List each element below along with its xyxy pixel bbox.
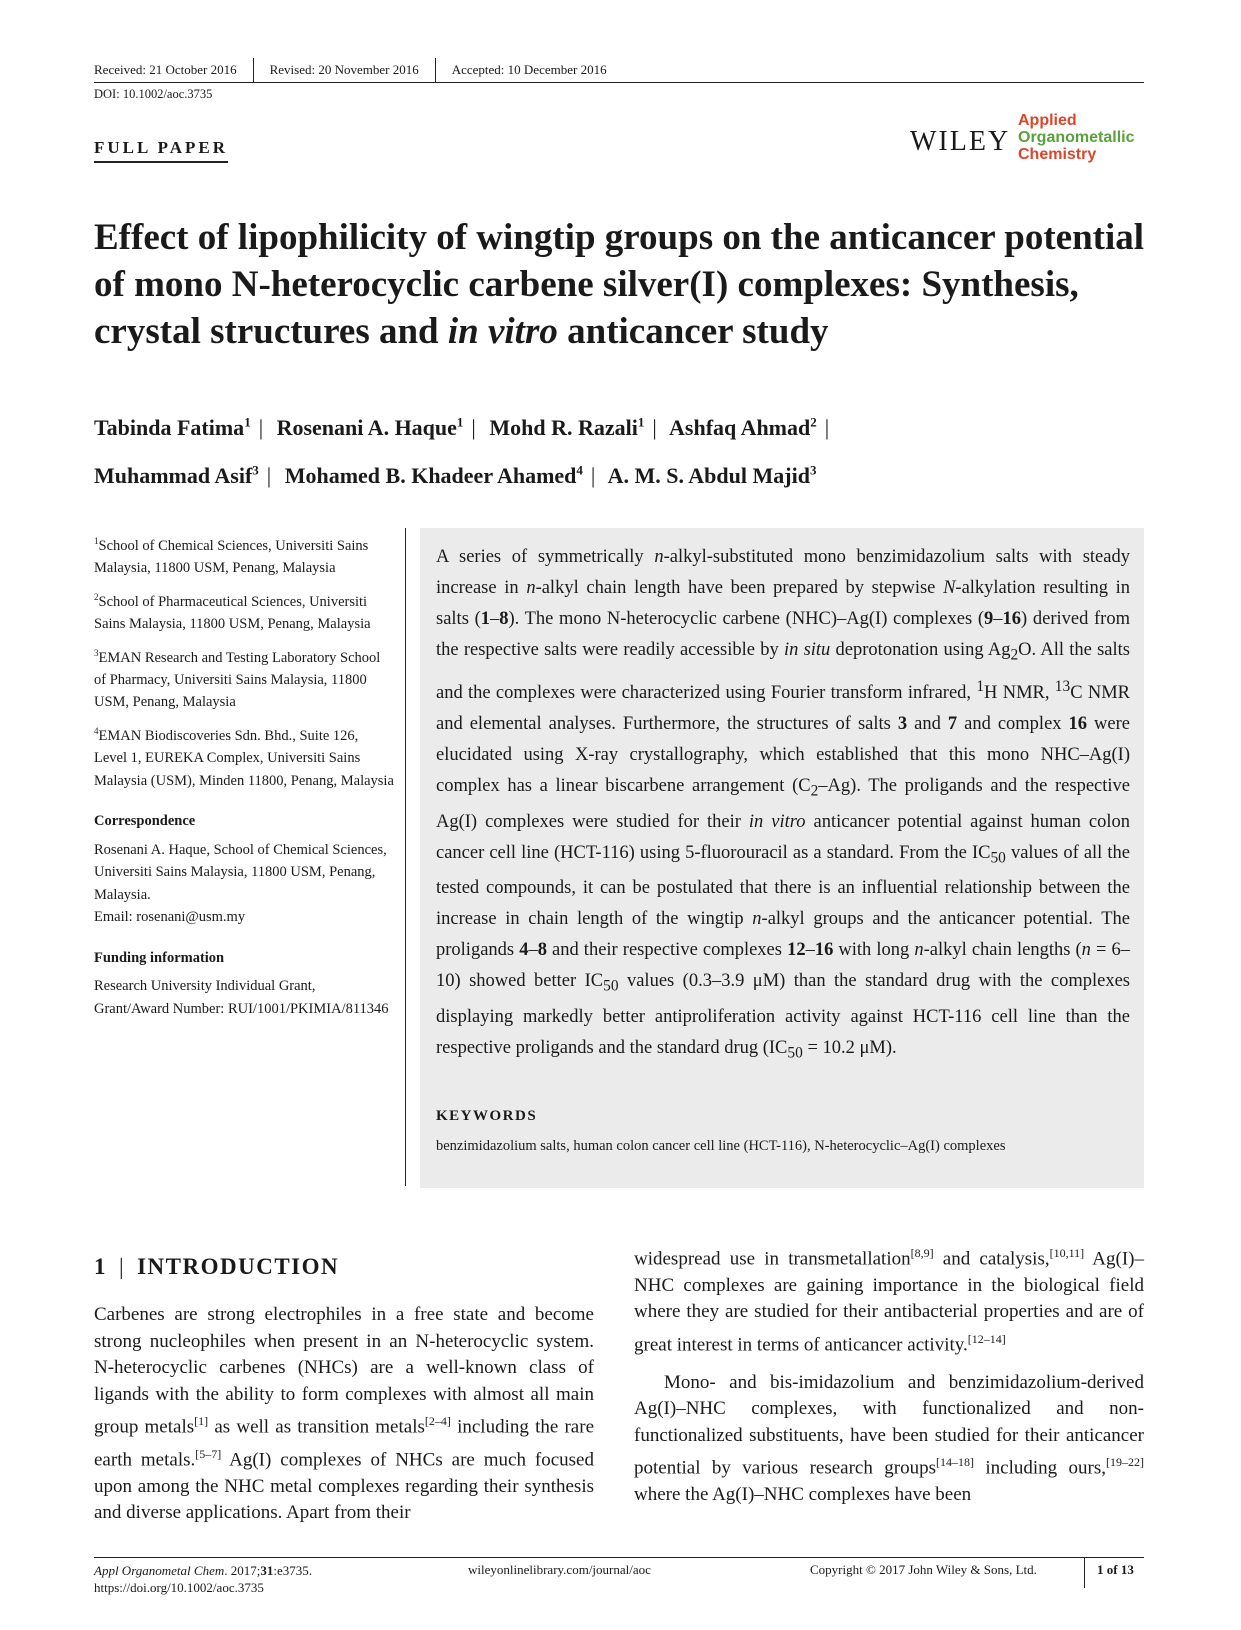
doi[interactable]: DOI: 10.1002/aoc.3735 <box>94 87 213 101</box>
keywords-heading: KEYWORDS <box>436 1108 538 1124</box>
footer-citation: Appl Organometal Chem. 2017;31:e3735. https://doi.org/10.1002/aoc.3735 <box>94 1563 312 1595</box>
author[interactable]: Tabinda Fatima$^1$ <box>94 415 251 441</box>
column-divider <box>405 528 406 1186</box>
received-date: Received: 21 October 2016 <box>94 62 237 77</box>
header-rule <box>94 82 1144 83</box>
abstract-box <box>420 528 1144 1188</box>
intro-right-column <box>634 1240 1144 1519</box>
affiliation: $^3$EMAN Research and Testing Laboratory School of Pharmacy, Universiti Sains Malaysia, 11800 USM, Penang, Malaysia <box>94 647 381 711</box>
intro-paragraph: Mono- and bis-imidazolium and benzimidazolium-derived Ag(I)–NHC complexes, with functionalized and non-functionalized substituents, have been studied for their anticancer potential by various research groups[14–18] including ours,[19–22] where the Ag(I)–NHC complexes have been <box>634 1371 1144 1505</box>
revised-date: Revised: 20 November 2016 <box>253 58 435 82</box>
author[interactable]: Muhammad Asif$^3$ <box>94 462 259 488</box>
footer-rule <box>94 1557 1144 1558</box>
correspondence-heading: Correspondence <box>94 813 196 830</box>
affiliation: $^1$School of Chemical Sciences, Universiti Sains Malaysia, 11800 USM, Penang, Malaysia <box>94 536 369 577</box>
paper-title: Effect of lipophilicity of wingtip groups on the anticancer potential of mono N-heterocyclic carbene silver(I) complexes: Synthesis, crystal structures and in vitro anticancer study <box>94 217 1145 352</box>
author[interactable]: Mohd R. Razali$^1$ <box>489 415 645 441</box>
author[interactable]: Rosenani A. Haque$^1$ <box>276 415 464 441</box>
page-number: 1 of 13 <box>1097 1562 1134 1577</box>
footer-copyright: Copyright © 2017 John Wiley & Sons, Ltd. <box>810 1562 1037 1577</box>
affiliation: $^4$EMAN Biodiscoveries Sdn. Bhd., Suite 126, Level 1, EUREKA Complex, Universiti Sains Malaysia (USM), Minden 11800, Penang, Malaysia <box>94 725 394 789</box>
author[interactable]: A. M. S. Abdul Majid$^3$ <box>607 462 817 488</box>
article-dates <box>94 58 1144 82</box>
author-list: Tabinda Fatima$^1$ | Rosenani A. Haque$^1$ | Mohd R. Razali$^1$ | Ashfaq Ahmad$^2$ | Muhammad Asif$^3$ | Mohamed B. Khadeer Ahamed$^4$ | A. M. S. Abdul Majid$^3$ <box>94 415 830 488</box>
correspondence-email[interactable]: Email: rosenani@usm.my <box>94 909 246 926</box>
funding-heading: Funding information <box>94 949 225 966</box>
accepted-date: Accepted: 10 December 2016 <box>435 58 623 82</box>
journal-logo <box>910 112 1145 164</box>
intro-left-column: Carbenes are strong electrophiles in a free state and become strong nucleophiles when present in an N-heterocyclic system. N-heterocyclic carbenes (NHCs) are a well-known class of ligands with the ability to form complexes with almost all main group metals[1] as well as transition metals[2–4] including the rare earth metals.[5–7] Ag(I) complexes of NHCs are much focused upon among the NHC metal complexes regarding their synthesis and diverse applications. Apart from their <box>94 1304 594 1524</box>
affiliations-column <box>94 530 394 1026</box>
footer-website-link[interactable]: wileyonlinelibrary.com/journal/aoc <box>468 1562 651 1577</box>
author[interactable]: Mohamed B. Khadeer Ahamed$^4$ <box>284 462 583 488</box>
author[interactable]: Ashfaq Ahmad$^2$ <box>669 415 817 441</box>
intro-paragraph: widespread use in transmetallation[8,9] and catalysis,[10,11] Ag(I)–NHC complexes are gaining importance in the biological field where they are studied for their antibacterial properties and are of great interest in terms of anticancer activity.[12–14] <box>634 1246 1145 1356</box>
footer-doi-link[interactable]: https://doi.org/10.1002/aoc.3735 <box>94 1580 264 1595</box>
affiliation: $^2$School of Pharmaceutical Sciences, Universiti Sains Malaysia, 11800 USM, Penang, Malaysia <box>94 591 371 633</box>
section-heading: 1 | INTRODUCTION <box>94 1254 340 1279</box>
correspondence-text: Rosenani A. Haque, School of Chemical Sciences, Universiti Sains Malaysia, 11800 USM, Penang, Malaysia. Email: rosenani@usm.my <box>94 841 387 926</box>
funding-text: Research University Individual Grant, Grant/Award Number: RUI/1001/PKIMIA/811346 <box>94 978 389 1017</box>
footer-divider <box>1084 1558 1085 1588</box>
keywords-text: benzimidazolium salts, human colon cancer cell line (HCT-116), N-heterocyclic–Ag(I) complexes <box>436 1138 1006 1154</box>
article-type: FULL PAPER <box>94 138 228 163</box>
abstract-text: A series of symmetrically n-alkyl-substituted mono benzimidazolium salts with steady increase in n-alkyl chain length have been prepared by stepwise N-alkylation resulting in salts (1–8). The mono N-heterocyclic carbene (NHC)–Ag(I) complexes (9–16) derived from the respective salts were readily accessible by in situ deprotonation using $Ag_2O$. All the salts and the complexes were characterized using Fourier transform infrared, $^1$H NMR, $^{13}$C NMR and elemental analyses. Furthermore, the structures of salts 3 and 7 and complex 16 were elucidated using X-ray crystallography, which established that this mono NHC–Ag(I) complex has a linear biscarbene arrangement $(C_2-Ag)$. The proligands and the respective Ag(I) complexes were studied for their in vitro anticancer potential against human colon cancer cell line (HCT-116) using 5-fluorouracil as a standard. From the $IC_{50}$ values of all the tested compounds, it can be postulated that there is an influential relationship between the increase in chain length of the wingtip n-alkyl groups and the anticancer potential. The proligands 4–8 and their respective complexes 12–16 with long n-alkyl chain lengths (n = 6–10) showed better $IC_{50}$ values (0.3–3.9 μM) than the standard drug with the complexes displaying markedly better antiproliferation activity against HCT-116 cell line than the respective proligands and the standard drug ($IC_{50} = 10.2$ μM). <box>436 547 1131 1062</box>
journal-name: Applied Organometallic Chemistry <box>1018 112 1135 163</box>
wiley-logo: WILEY <box>910 126 1011 157</box>
